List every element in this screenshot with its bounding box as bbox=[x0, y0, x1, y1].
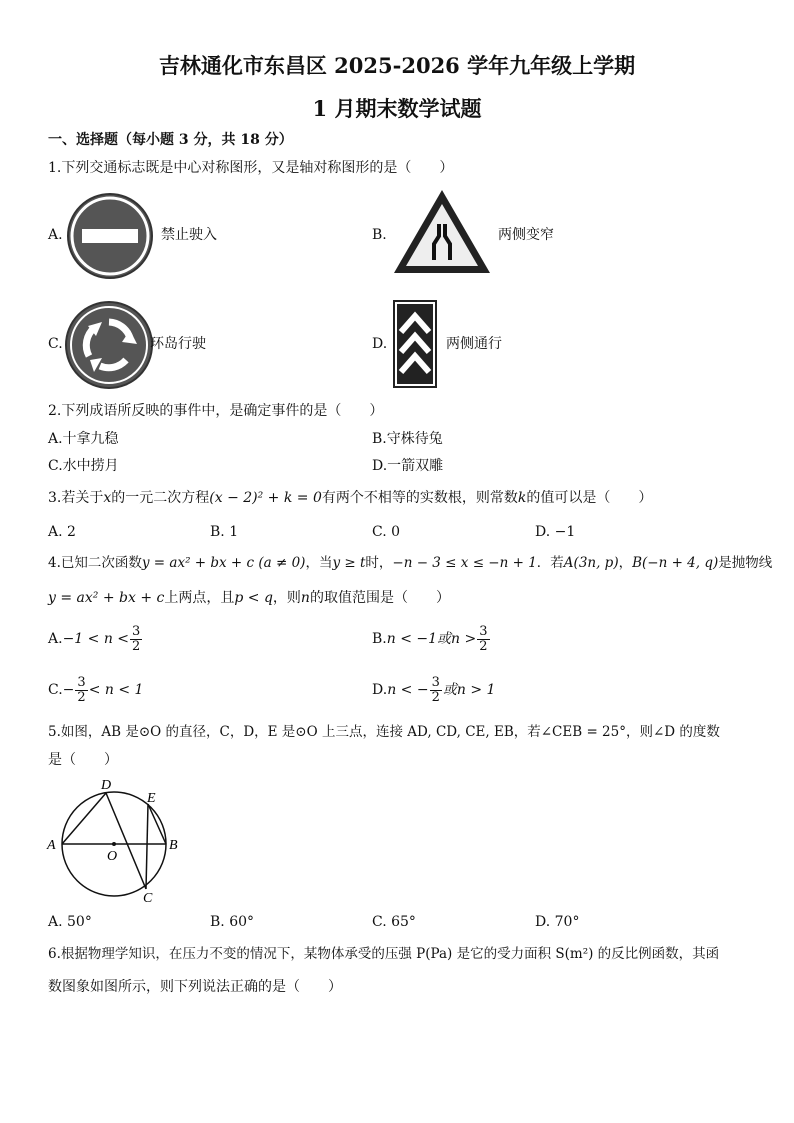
q4-line1-a: 4.已知二次函数 bbox=[48, 555, 142, 571]
q4-option-b-den: 2 bbox=[479, 638, 488, 654]
q3-stem-c: 有两个不相等的实数根，则常数 bbox=[321, 490, 518, 506]
q4-option-d-num: 3 bbox=[431, 674, 440, 690]
q4-function: y = ax² + bx + c (a ≠ 0) bbox=[141, 555, 306, 571]
q4-line1-b: ，当 bbox=[305, 555, 333, 571]
label-a: A bbox=[47, 838, 56, 853]
question-4-line1 bbox=[48, 554, 772, 572]
q4-line1-c: 时， bbox=[365, 555, 393, 571]
question-6-line2: 数图象如图所示，则下列说法正确的是（ ） bbox=[48, 979, 342, 995]
q1-option-b-caption: 两侧变窄 bbox=[498, 227, 554, 243]
q3-option-b: B. 1 bbox=[210, 524, 239, 540]
q4-option-b bbox=[372, 622, 491, 656]
center-point bbox=[112, 842, 116, 846]
q2-option-b: B.守株待兔 bbox=[372, 431, 443, 447]
q2-option-d: D.一箭双雕 bbox=[372, 458, 444, 474]
question-6-line1: 6.根据物理学知识，在压力不变的情况下，某物体承受的压强 P(Pa) 是它的受力面积 S(m²) 的反比例函数，其函 bbox=[48, 946, 720, 962]
q4-point-b: B(−n + 4, q) bbox=[632, 555, 719, 571]
question-3-stem bbox=[48, 489, 652, 507]
q4-option-c-label: C. bbox=[48, 682, 63, 698]
road-narrows-sign-icon bbox=[392, 188, 492, 276]
q4-option-d-right: 或n > 1 bbox=[442, 682, 496, 698]
label-d: D bbox=[101, 778, 112, 793]
q4-line2-function: y = ax² + bx + c bbox=[48, 590, 165, 606]
roundabout-sign-icon bbox=[64, 300, 154, 390]
label-e: E bbox=[147, 791, 156, 806]
section-heading: 一、选择题（每小题 3 分，共 18 分） bbox=[48, 132, 293, 148]
question-2-stem: 2.下列成语所反映的事件中，是确定事件的是（ ） bbox=[48, 403, 384, 419]
q2-option-a: A.十拿九稳 bbox=[48, 431, 119, 447]
q5-option-d: D. 70° bbox=[535, 914, 580, 930]
q4-line2-c: 的取值范围是（ ） bbox=[309, 590, 450, 606]
q1-option-d-caption: 两侧通行 bbox=[446, 336, 502, 352]
q4-condition: y ≥ t bbox=[332, 555, 366, 571]
q4-inequality: p < q bbox=[234, 590, 273, 606]
circle-geometry-figure bbox=[44, 776, 194, 904]
q4-option-c-pre: − bbox=[62, 682, 75, 698]
no-entry-sign-icon bbox=[66, 192, 154, 280]
q4-option-c-num: 3 bbox=[77, 674, 86, 690]
q4-option-b-num: 3 bbox=[479, 623, 488, 639]
label-o: O bbox=[107, 849, 118, 864]
q1-option-d-letter: D. bbox=[372, 336, 388, 352]
q4-option-a-num: 3 bbox=[132, 623, 141, 639]
q1-option-a-letter: A. bbox=[48, 227, 63, 243]
q4-option-d-den: 2 bbox=[431, 689, 440, 705]
q2-option-c: C.水中捞月 bbox=[48, 458, 119, 474]
q4-var-n: n bbox=[300, 590, 310, 606]
q3-option-d: D. −1 bbox=[535, 524, 576, 540]
q4-line1-e: 是抛物线 bbox=[718, 555, 773, 571]
q4-option-c-right: < n < 1 bbox=[88, 682, 144, 698]
q4-option-a bbox=[48, 622, 143, 656]
label-c: C bbox=[143, 891, 153, 906]
q3-var-k: k bbox=[517, 490, 527, 506]
chord-ec bbox=[146, 804, 148, 889]
q3-stem-a: 3.若关于 bbox=[48, 490, 104, 506]
chord-eb bbox=[148, 804, 166, 844]
question-5-line1: 5.如图，AB 是⊙O 的直径，C，D，E 是⊙O 上三点，连接 AD, CD, CE, EB，若∠CEB = 25°，则∠D 的度数 bbox=[48, 724, 720, 740]
q4-point-a: A(3n, p) bbox=[563, 555, 619, 571]
q4-option-d-left: n < − bbox=[387, 682, 429, 698]
q4-option-a-left: −1 < n < bbox=[62, 631, 130, 647]
q4-option-c-fraction bbox=[75, 676, 87, 705]
q1-option-b-letter: B. bbox=[372, 227, 387, 243]
q4-option-c bbox=[48, 673, 143, 707]
question-4-line2 bbox=[48, 589, 450, 607]
exam-title-line1: 吉林通化市东昌区 2025-2026 学年九年级上学期 bbox=[158, 53, 636, 78]
q4-option-d-label: D. bbox=[372, 682, 388, 698]
exam-title-line2: 1 月期末数学试题 bbox=[312, 96, 482, 121]
q1-option-c-letter: C. bbox=[48, 336, 63, 352]
q4-range: −n − 3 ≤ x ≤ −n + 1 bbox=[392, 555, 537, 571]
q3-var-x: x bbox=[103, 490, 112, 506]
q4-option-d bbox=[372, 673, 495, 707]
q4-option-b-label: B. bbox=[372, 631, 387, 647]
q4-option-a-fraction bbox=[130, 625, 142, 654]
question-1-stem: 1.下列交通标志既是中心对称图形，又是轴对称图形的是（ ） bbox=[48, 160, 454, 176]
q4-line2-b: ，则 bbox=[272, 590, 301, 606]
q4-option-b-left: n < −1或n > bbox=[386, 631, 477, 647]
q4-option-d-fraction bbox=[430, 676, 442, 705]
q1-option-c-caption: 环岛行驶 bbox=[150, 336, 206, 352]
q3-stem-b: 的一元二次方程 bbox=[111, 490, 210, 506]
label-b: B bbox=[169, 838, 178, 853]
chord-dc bbox=[106, 793, 146, 889]
q5-option-c: C. 65° bbox=[372, 914, 416, 930]
question-5-line2: 是（ ） bbox=[48, 752, 118, 768]
q3-equation: (x − 2)² + k = 0 bbox=[209, 490, 322, 506]
q4-line2-a: 上两点，且 bbox=[164, 590, 235, 606]
q3-stem-d: 的值可以是（ ） bbox=[526, 490, 653, 506]
q4-sep: ， bbox=[618, 555, 633, 571]
q5-option-b: B. 60° bbox=[210, 914, 255, 930]
q4-option-a-den: 2 bbox=[132, 638, 141, 654]
q3-option-a: A. 2 bbox=[48, 524, 76, 540]
q4-option-b-fraction bbox=[477, 625, 489, 654]
q4-option-c-den: 2 bbox=[77, 689, 86, 705]
q5-option-a: A. 50° bbox=[48, 914, 92, 930]
q4-line1-d: ．若 bbox=[536, 555, 564, 571]
q3-option-c: C. 0 bbox=[372, 524, 401, 540]
q4-option-a-label: A. bbox=[48, 631, 63, 647]
q1-option-a-caption: 禁止驶入 bbox=[161, 227, 217, 243]
pass-either-side-sign-icon bbox=[393, 300, 437, 388]
